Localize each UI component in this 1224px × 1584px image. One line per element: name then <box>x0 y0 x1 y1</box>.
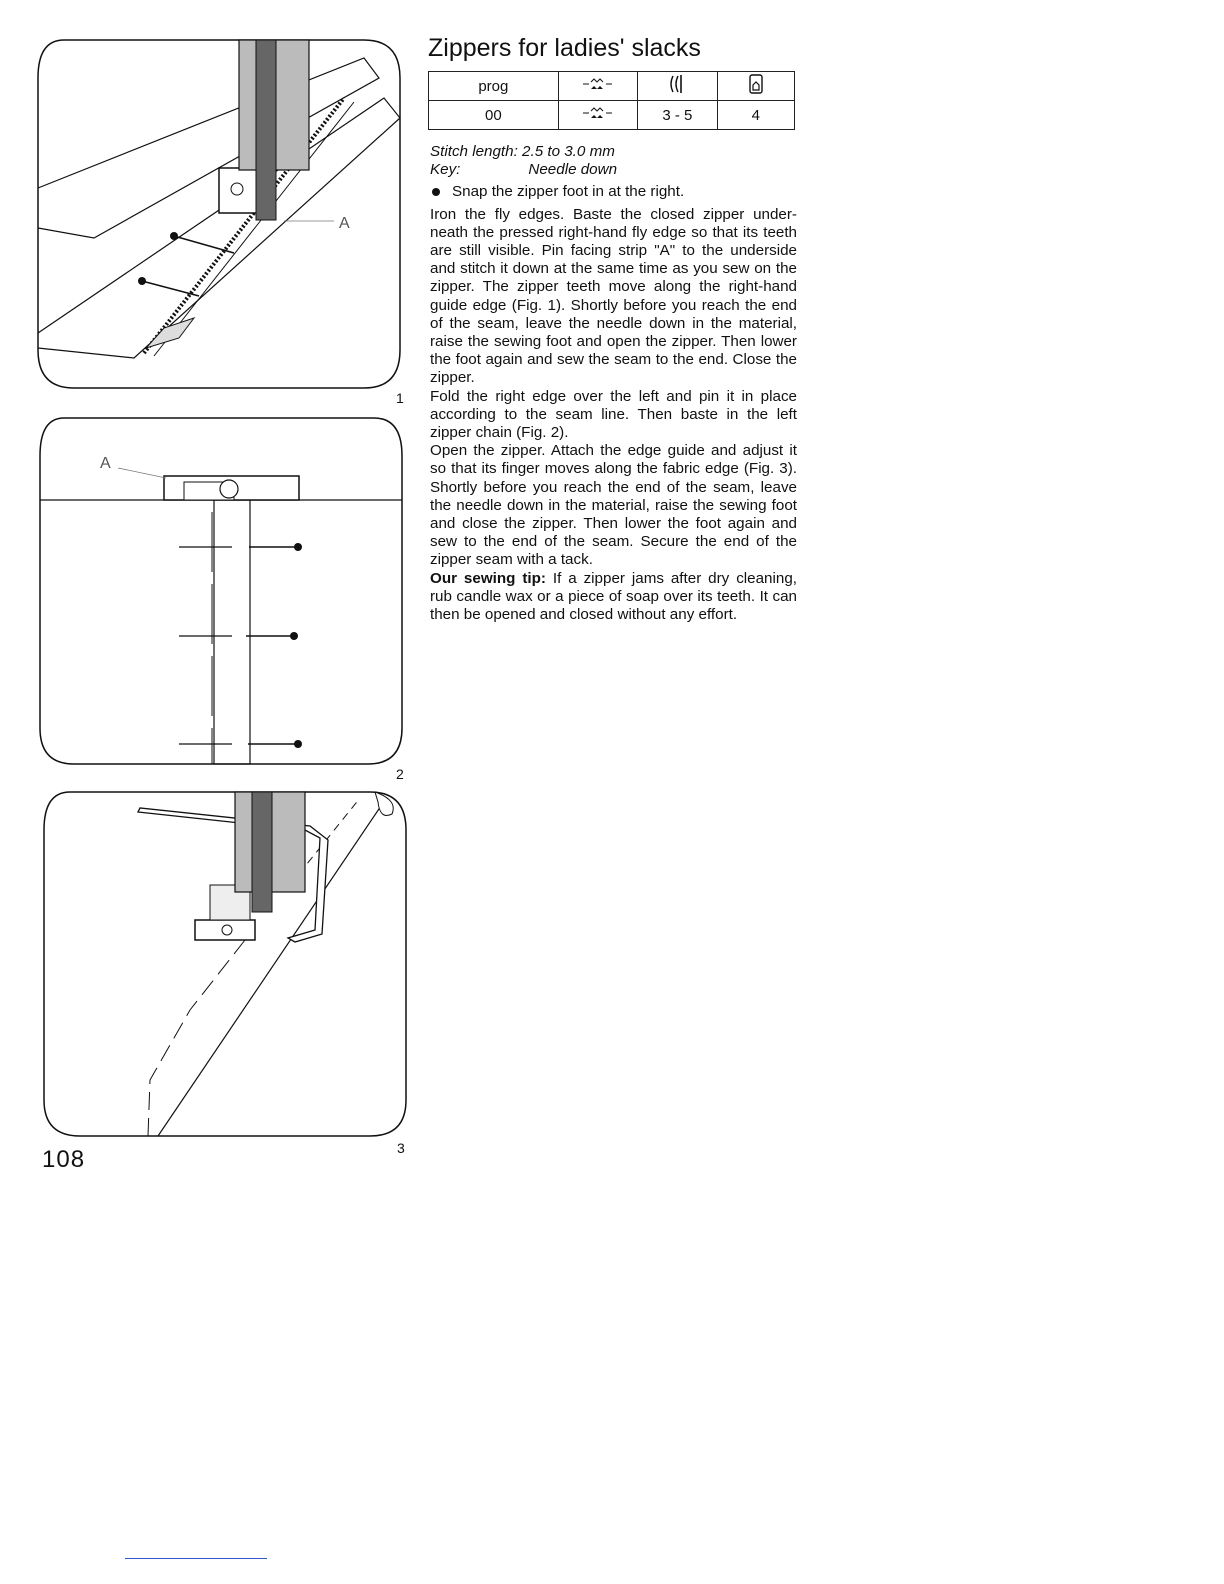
table-row <box>429 101 795 130</box>
figure-2 <box>34 416 406 768</box>
presser-foot-icon <box>717 72 794 101</box>
figure-1-number: 1 <box>396 390 404 406</box>
settings-table <box>428 71 795 130</box>
figure-3-illustration <box>40 790 410 1140</box>
sewing-tip <box>430 570 797 625</box>
key-label: Key: <box>430 161 461 179</box>
paragraph-1: Iron the fly edges. Baste the closed zipper under-neath the pressed right-hand fly edge so that its teeth are still visible. Pin facing strip "A" to the underside and stitch it down at the same time as you sew on the zipper. The zipper teeth move along the right-hand guide edge (Fig. 1). Shortly before you reach the end of the seam, leave the needle down in the material, raise the sewing foot and open the zipper. Then lower the foot again and sew the seam to the end. Close the zipper. <box>430 205 797 387</box>
thread-tension-icon <box>638 72 717 101</box>
page-title: Zippers for ladies' slacks <box>428 34 701 62</box>
paragraph-2: Fold the right edge over the left and pin it in place according to the seam line. Then baste in the left zipper chain (Fig. 2). <box>430 387 797 442</box>
foot-value: 4 <box>717 101 794 130</box>
figure-1-illustration <box>34 38 404 390</box>
stitch-pattern-icon <box>558 101 637 130</box>
stitch-length: Stitch length: 2.5 to 3.0 mm <box>430 143 615 160</box>
prog-value: 00 <box>429 101 559 130</box>
figure-3 <box>40 790 410 1140</box>
tension-value: 3 - 5 <box>638 101 717 130</box>
page-number: 108 <box>42 1146 86 1173</box>
key-value: Needle down <box>528 161 618 179</box>
figure-1 <box>34 38 404 390</box>
table-row <box>429 72 795 101</box>
figure-1-label: A <box>339 215 350 232</box>
sewing-tip-text: If a zipper jams after dry cleaning, rub candle wax or a piece of soap over its teeth. It can then be opened and closed without any effort. <box>430 569 797 624</box>
stitch-pattern-icon <box>558 72 637 101</box>
figure-3-number: 3 <box>397 1140 405 1156</box>
figure-2-number: 2 <box>396 766 404 782</box>
sewing-tip-label: Our sewing tip: <box>430 569 546 587</box>
figure-2-label: A <box>100 455 111 472</box>
key-row <box>430 161 797 179</box>
bullet-item: Snap the zipper foot in at the right. <box>430 183 797 201</box>
figure-2-illustration <box>34 416 406 768</box>
paragraph-3: Open the zipper. Attach the edge guide and adjust it so that its finger moves along the fabric edge (Fig. 3). Shortly before you reach the end of the seam, leave the needle down in the material, raise the sewing foot and close the zipper. Then lower the foot again and sew to the end of the seam. Secure the end of the zipper seam with a tack. <box>430 442 797 569</box>
body-text <box>430 143 797 624</box>
footer-link-line <box>125 1558 267 1559</box>
prog-header: prog <box>429 72 559 101</box>
